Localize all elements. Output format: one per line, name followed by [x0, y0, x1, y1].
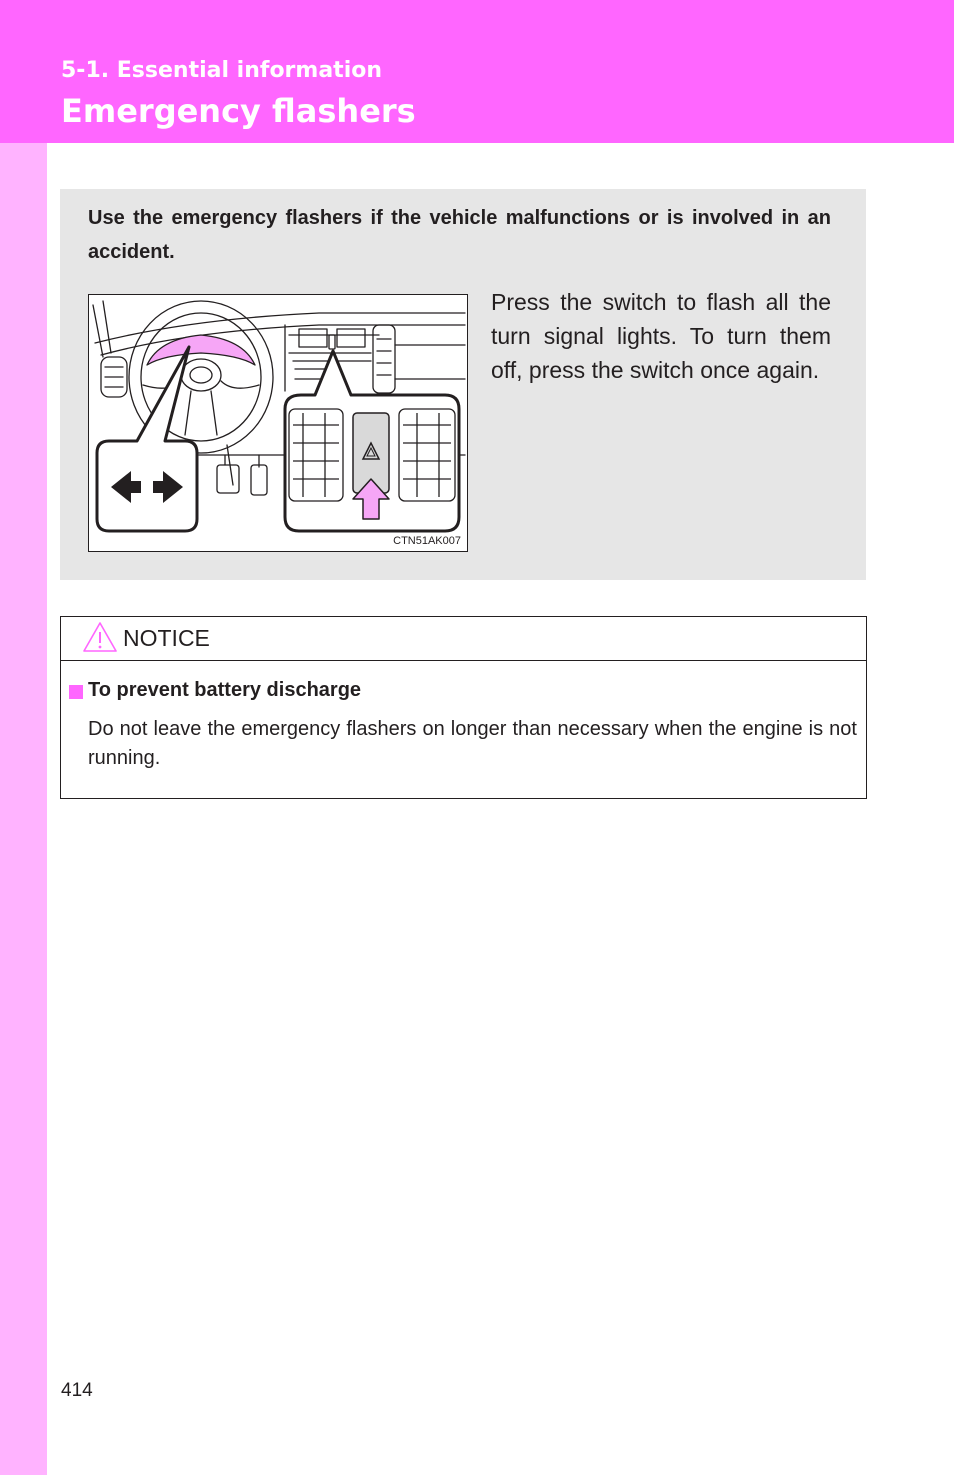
section-label: 5-1. Essential information: [61, 58, 383, 83]
square-bullet-icon: [69, 685, 83, 699]
page-title: Emergency flashers: [61, 92, 416, 130]
page-number: 414: [61, 1380, 93, 1401]
warning-triangle-icon: [82, 620, 118, 654]
info-box: [60, 189, 866, 580]
notice-heading: To prevent battery discharge: [88, 679, 362, 701]
instruction-text: Press the switch to flash all the turn signal lights. To turn them off, press the switch once again.: [491, 289, 831, 383]
intro-text: Use the emergency flashers if the vehicle malfunctions or is involved in an accident.: [88, 207, 831, 263]
notice-title: NOTICE: [123, 625, 210, 651]
dashboard-illustration-icon: [89, 295, 467, 551]
side-strip: [0, 143, 47, 1475]
figure-code: CTN51AK007: [393, 535, 461, 547]
notice-header: [61, 617, 866, 661]
page-header: [0, 0, 954, 143]
notice-box: [60, 616, 867, 799]
notice-body: Do not leave the emergency flashers on longer than necessary when the engine is not running.: [88, 718, 857, 769]
hazard-switch-illustration: [88, 294, 468, 552]
